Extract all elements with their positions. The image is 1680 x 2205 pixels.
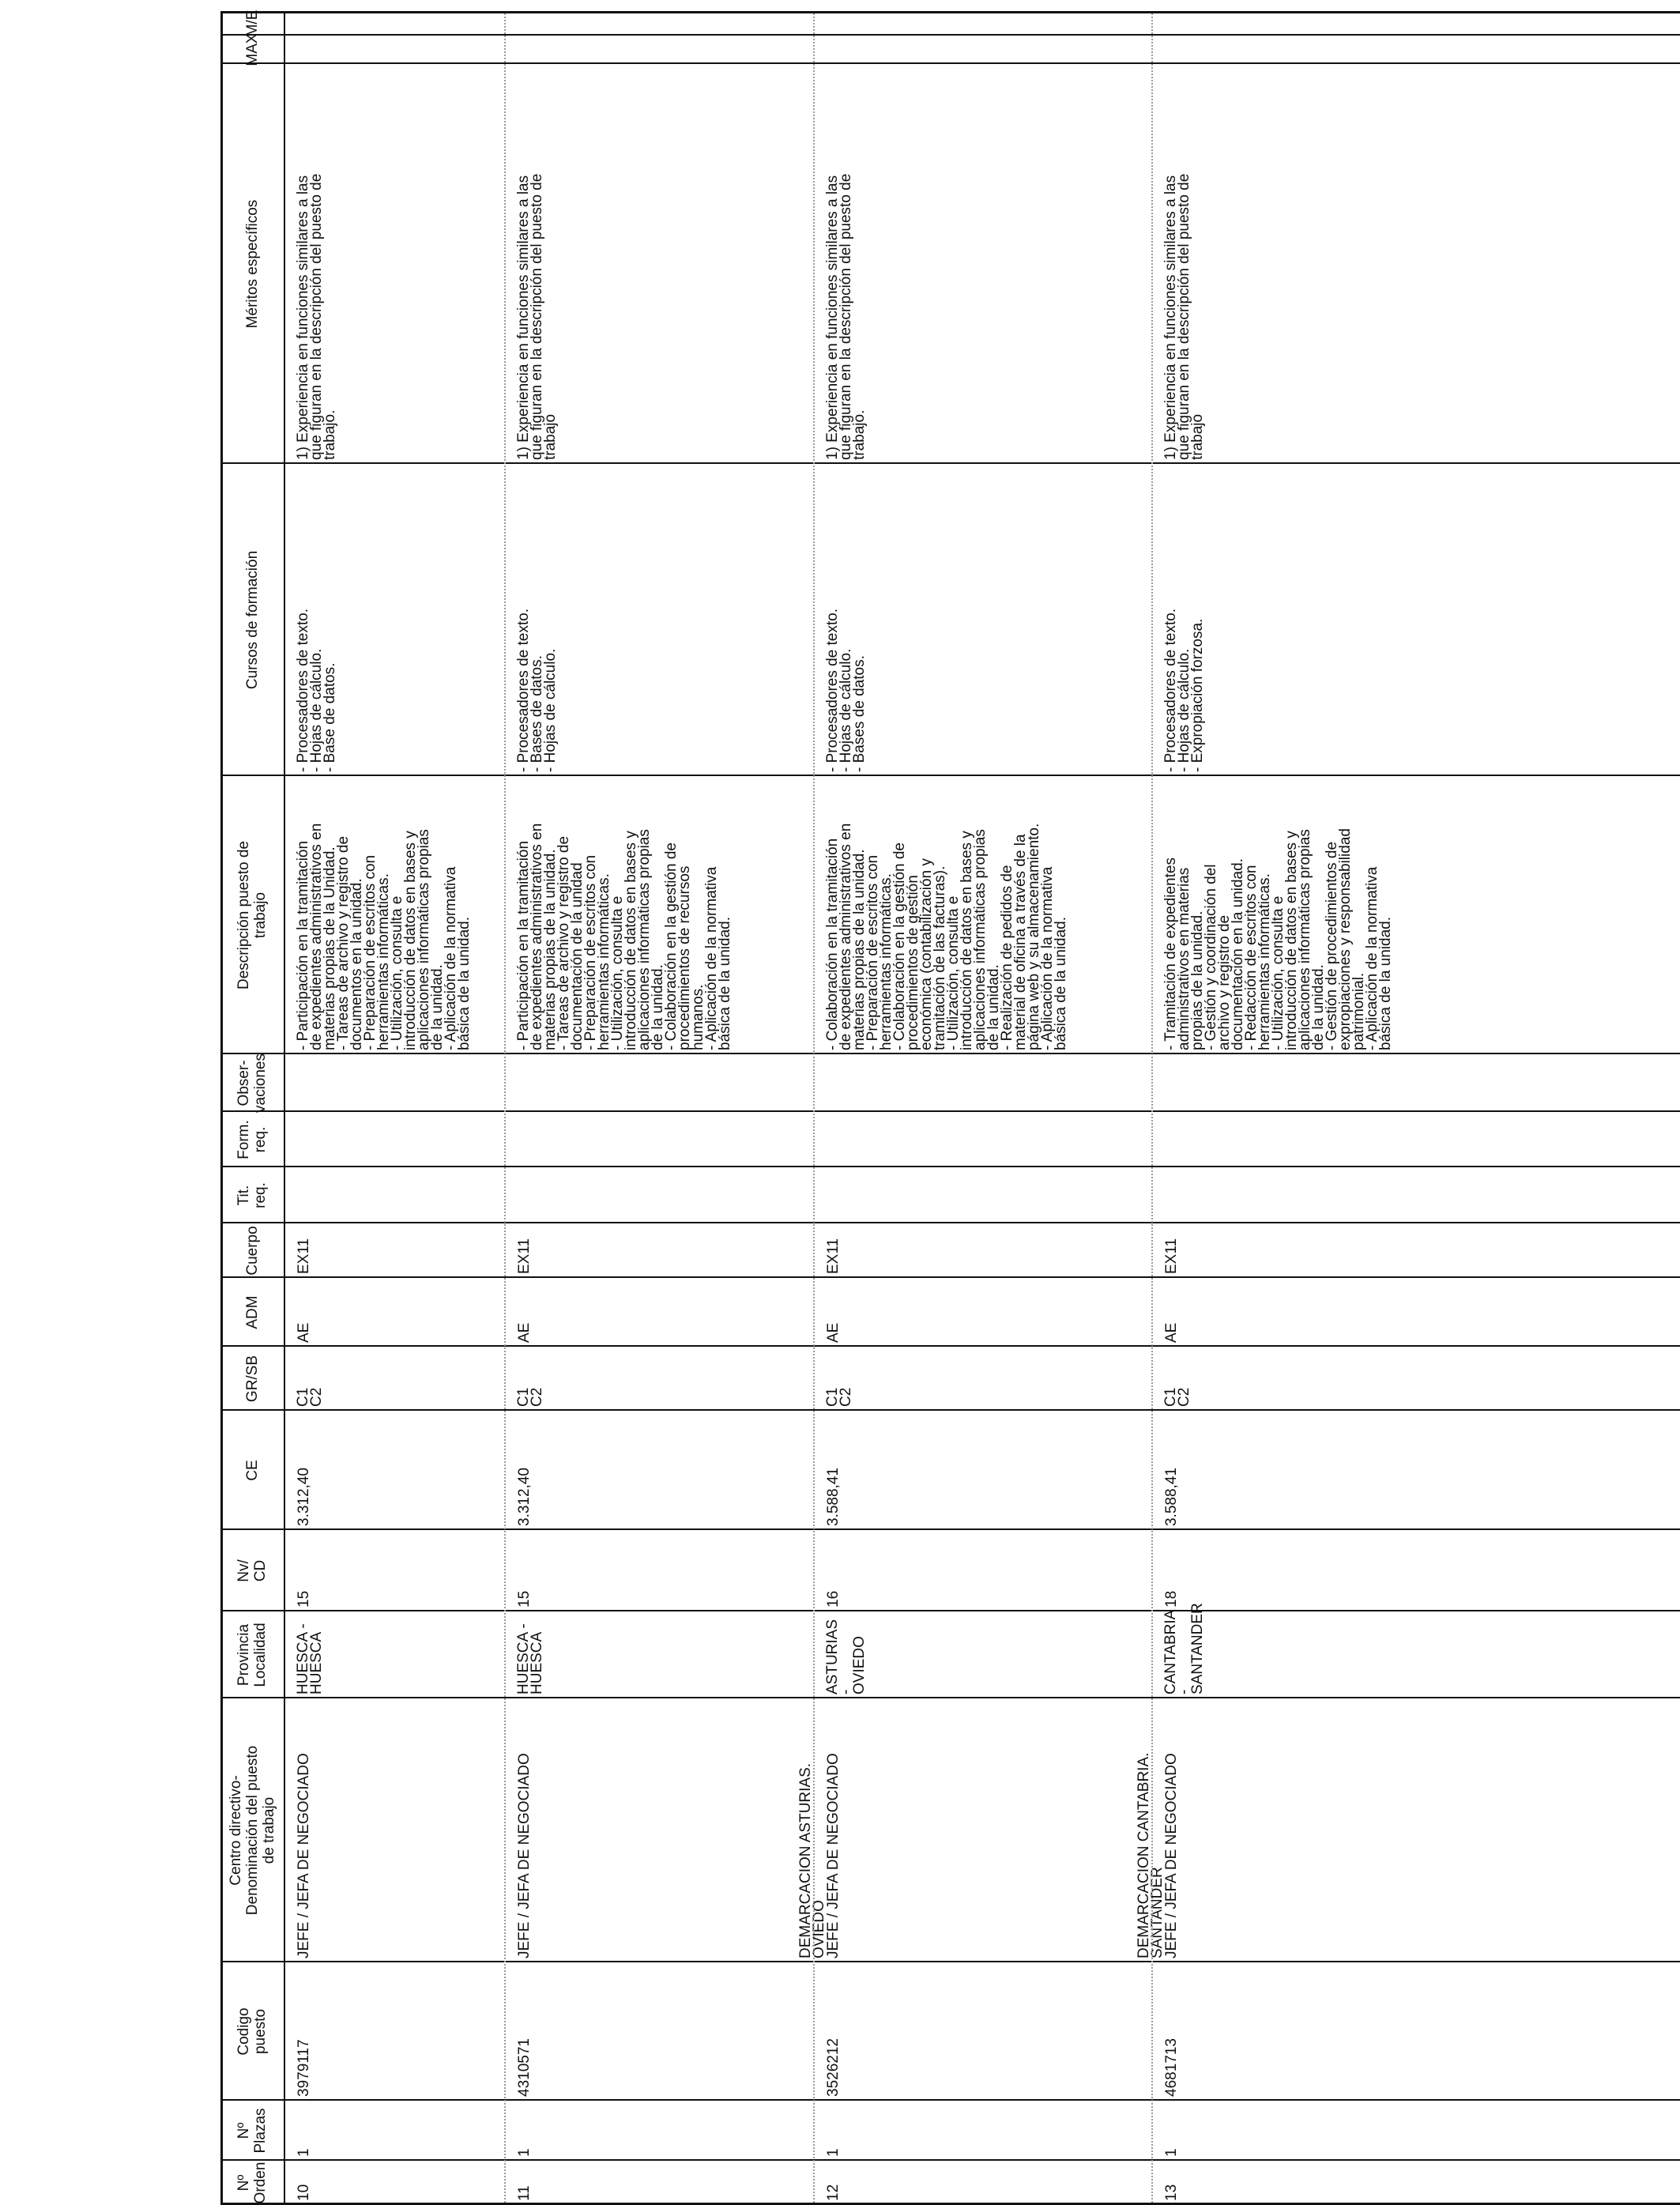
row-1-nivel: 15 [516, 1590, 533, 1608]
row-3-ce: 3.588,41 [1163, 1468, 1180, 1526]
table-border [220, 11, 1680, 2205]
row-0-plazas: 1 [296, 2148, 312, 2157]
row-0-provincia: HUESCA - HUESCA [295, 1623, 325, 1694]
row-0-orden: 10 [296, 2184, 312, 2201]
column-header-orden: Nº Orden [235, 2162, 269, 2204]
row-3-nivel: 18 [1163, 1590, 1180, 1608]
row-2-orden: 12 [825, 2184, 842, 2201]
puesto-denominacion: JEFE / JEFA DE NEGOCIADO [296, 1753, 312, 1958]
row-3-orden: 13 [1163, 2184, 1180, 2201]
row-3-descripcion: - Tramitación de expedientes administrativos en materias propias de la unidad. - Gestión y coordinación del archivo y registro de documentación en la unidad. - Redacción de escritos con herramientas informáticas. - Utilización, consulta e introducción de datos en bases y aplicaciones informáticas propias de la unidad. - Gestión de procedimientos de expropiaciones y responsabilidad patrimonial. - Aplicación de la normativa básica de la unidad. [1162, 828, 1394, 1050]
row-3-meritos: 1) Experiencia en funciones similares a las que figuran en la descripción del puesto de trabajo [1162, 173, 1206, 460]
row-0-nivel: 15 [296, 1590, 312, 1608]
column-header-meritos: Méritos específicos [243, 199, 261, 329]
column-header-nivel: Nv/ CD [235, 1559, 269, 1582]
row-1-plazas: 1 [516, 2148, 533, 2157]
row-1-ce: 3.312,40 [516, 1468, 533, 1526]
row-0-meritos: 1) Experiencia en funciones similares a las que figuran en la descripción del puesto de trabajo. [295, 173, 338, 460]
row-1-descripcion: - Participación en la tramitación de expedientes administrativos en materias propias de la unidad. - Tareas de archivo y registro de documentación de la unidad - Preparación de escritos con herramientas informáticas. - Utilización, consulta e introducción de datos en bases y aplicaciones informáticas propias de la unidad. - Colaboración en la gestión de procedimientos de recursos humanos. - Aplicación de la normativa básica de la unidad. [515, 823, 733, 1050]
row-1-provincia: HUESCA - HUESCA [515, 1623, 545, 1694]
row-0-cuerpo: EX11 [296, 1238, 312, 1274]
row-1-meritos: 1) Experiencia en funciones similares a las que figuran en la descripción del puesto de trabajo [515, 173, 559, 460]
row-3-cursos: - Procesadores de texto. - Hojas de cálculo. - Expropiación forzosa. [1162, 609, 1206, 772]
rotated-table-page [220, 11, 1680, 2205]
row-1-grupo: C1 C2 [515, 1387, 545, 1407]
puesto-denominacion: JEFE / JEFA DE NEGOCIADO [1163, 1753, 1180, 1958]
row-3-adm: AE [1163, 1322, 1180, 1343]
column-header-adm: ADM [243, 1295, 261, 1329]
row-2-cuerpo: EX11 [825, 1238, 842, 1274]
column-header-codigo: Codigo puesto [235, 2007, 269, 2056]
row-0-adm: AE [296, 1322, 312, 1343]
column-header-formacion: Form. req. [235, 1120, 269, 1159]
row-2-codigo: 3526212 [825, 2038, 842, 2097]
column-header-provincia: Provincia Localidad [235, 1623, 269, 1687]
row-2-plazas: 1 [825, 2148, 842, 2157]
vacancies-table [220, 11, 1680, 2205]
row-1-cursos: - Procesadores de texto. - Bases de datos. - Hojas de cálculo. [515, 609, 559, 772]
row-0-descripcion: - Participación en la tramitación de expedientes administrativos en materias propias de la Unidad. - Tareas de archivo y registro de documentos en la unidad. - Preparación de escritos con herramientas informáticas. - Utilización, consulta e introducción de datos en bases y aplicaciones informáticas propias de la unidad. - Aplicación de la normativa básica de la unidad. [295, 823, 473, 1050]
row-3-cuerpo: EX11 [1163, 1238, 1180, 1274]
column-header-descripcion: Descripción puesto de trabajo [235, 841, 269, 989]
row-2-nivel: 16 [825, 1590, 842, 1608]
row-2-meritos: 1) Experiencia en funciones similares a las que figuran en la descripción del puesto de trabajo. [824, 173, 868, 460]
column-header-observaciones: Obser- vaciones [235, 1054, 269, 1113]
row-1-cuerpo: EX11 [516, 1238, 533, 1274]
column-header-grupo: GR/SB [243, 1355, 261, 1403]
row-3-codigo: 4681713 [1163, 2038, 1180, 2097]
puesto-denominacion: JEFE / JEFA DE NEGOCIADO [825, 1753, 842, 1958]
column-header-max: MAX [243, 33, 261, 66]
row-2-grupo: C1 C2 [824, 1387, 854, 1407]
row-1-adm: AE [516, 1322, 533, 1343]
centro-directivo: DEMARCACION CANTABRIA. SANTANDER [1136, 1752, 1166, 1958]
row-0-cursos: - Procesadores de texto. - Hojas de cálculo. - Base de datos. [295, 609, 338, 772]
centro-directivo: DEMARCACION ASTURIAS. OVIEDO [797, 1762, 827, 1958]
row-2-cursos: - Procesadores de texto. - Hojas de cálculo. - Bases de datos. [824, 609, 868, 772]
column-header-cursos: Cursos de formación [243, 550, 261, 690]
row-3-plazas: 1 [1163, 2148, 1180, 2157]
column-header-centro: Centro directivo- Denominación del puesto de trabajo [227, 1745, 277, 1916]
row-1-orden: 11 [516, 2185, 533, 2201]
column-header-me: M/E [243, 9, 261, 37]
row-2-provincia: ASTURIAS - OVIEDO [824, 1619, 868, 1694]
row-3-provincia: CANTABRIA - SANTANDER [1162, 1603, 1206, 1694]
row-2-ce: 3.588,41 [825, 1468, 842, 1526]
row-2-adm: AE [825, 1322, 842, 1343]
row-0-ce: 3.312,40 [296, 1468, 312, 1526]
column-header-cuerpo: Cuerpo [243, 1226, 261, 1276]
puesto-denominacion: JEFE / JEFA DE NEGOCIADO [516, 1753, 533, 1958]
row-2-descripcion: - Colaboración en la tramitación de expedientes administrativos en materias propias de la unidad. - Preparación de escritos con herramientas informáticas. - Colaboración en la gestión de procedimientos de gestión económica (contabilización y tramitación de las facturas). - Utilización, consulta e introducción de datos en bases y aplicaciones informáticas propias de la unidad. - Realización de pedidos de material de oficina a través de la página web y su almacenamiento. - Aplicación de la normativa básica de la unidad. [824, 823, 1069, 1050]
column-header-titulacion: Tit. req. [235, 1182, 269, 1208]
column-header-ce: CE [243, 1460, 261, 1481]
row-0-grupo: C1 C2 [295, 1387, 325, 1407]
row-0-codigo: 3979117 [296, 2039, 312, 2097]
row-3-grupo: C1 C2 [1162, 1387, 1192, 1407]
column-header-plazas: Nº Plazas [235, 2108, 269, 2154]
row-1-codigo: 4310571 [516, 2038, 533, 2097]
